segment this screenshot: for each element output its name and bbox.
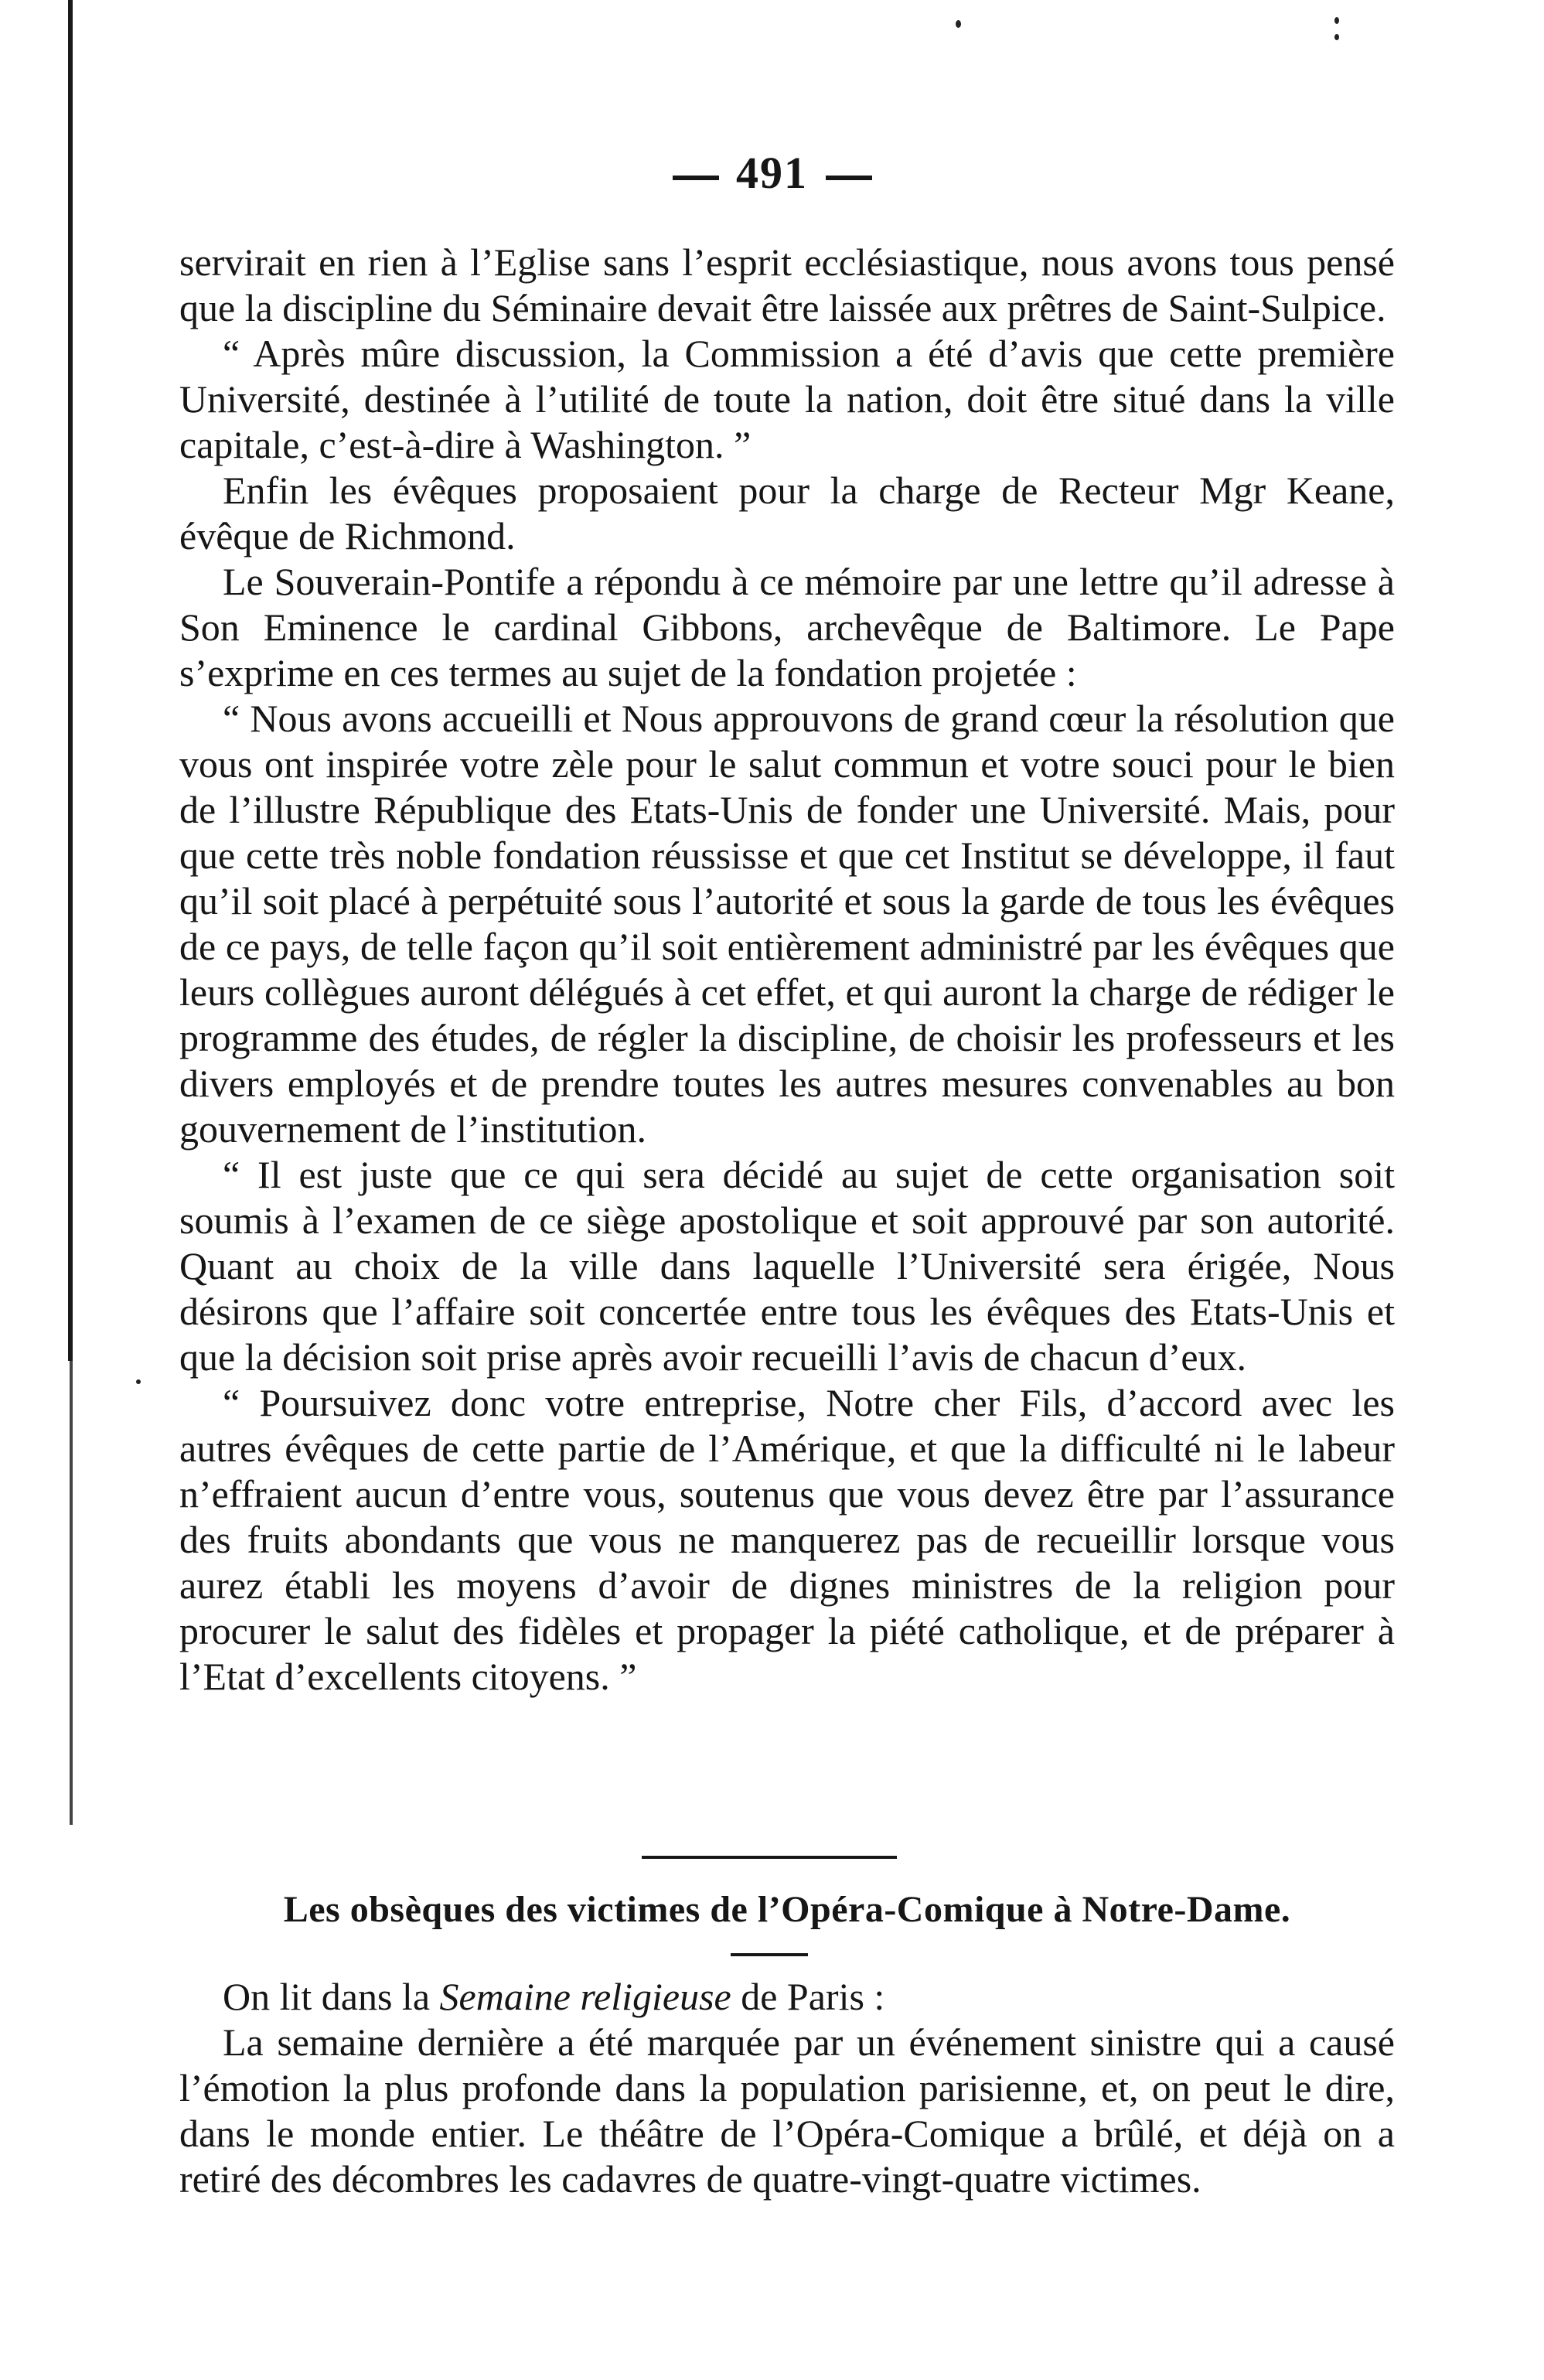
intro-prefix: On lit dans la bbox=[223, 1975, 440, 2018]
paragraph-commission-quote: “ Après mûre discussion, la Commission a été d’avis que cette première Université, destinée à l’utilité de toute la nation, doit être situé dans la ville capitale, c’est-à-dire à Washington. ” bbox=[179, 332, 1395, 466]
section-divider-rule bbox=[642, 1856, 897, 1859]
section-paragraph: La semaine dernière a été marquée par un événement sinistre qui a causé l’émotion la plus profonde dans la population parisienne, et, on peut le dire, dans le monde entier. Le théâtre de l’Opéra-Comique a brûlé, et déjà on a retiré des décombres les cadavres de quatre-vingt-quatre victimes. bbox=[179, 2020, 1395, 2201]
paragraph-rector: Enfin les évêques proposaient pour la charge de Recteur Mgr Keane, évêque de Richmond. bbox=[179, 469, 1395, 557]
ornament-dash-right bbox=[826, 176, 872, 180]
section-intro bbox=[179, 1974, 1395, 2020]
page-number-header bbox=[0, 147, 1544, 199]
paragraph-letter-part1: “ Nous avons accueilli et Nous approuvons de grand cœur la résolution que vous ont inspirée votre zèle pour le salut commun et votre souci pour le bien de l’illustre République des Etats-Unis de fonder une Université. Mais, pour que cette très noble fondation réussisse et que cet Institut se développe, il faut qu’il soit placé à perpétuité sous l’autorité et sous la garde de tous les évêques de ce pays, de telle façon qu’il soit entièrement administré par les évêques que leurs collègues auront délégués à cet effet, et qui auront la charge de rédiger le programme des études, de régler la discipline, de choisir les professeurs et les divers employés et de prendre toutes les autres mesures convenables au bon gouvernement de l’institution. bbox=[179, 697, 1395, 1151]
intro-source: Semaine religieuse bbox=[439, 1975, 731, 2018]
paragraph-continuation: servirait en rien à l’Eglise sans l’esprit ecclésiastique, nous avons tous pensé que la discipline du Séminaire devait être laissée aux prêtres de Saint-Sulpice. bbox=[179, 240, 1395, 329]
main-text-body bbox=[179, 240, 1395, 1700]
print-speck bbox=[1334, 34, 1339, 40]
page-number: 491 bbox=[736, 148, 808, 198]
ornament-dash-left bbox=[673, 176, 719, 180]
heading-underline-rule bbox=[731, 1953, 808, 1956]
paragraph-letter-part3: “ Poursuivez donc votre entreprise, Notre cher Fils, d’accord avec les autres évêques de cette partie de l’Amérique, et que la difficulté ni le labeur n’effraient aucun d’entre vous, soutenus que vous devez être par l’assurance des fruits abondants que vous ne manquerez pas de recueillir lorsque vous aurez établi les moyens d’avoir de dignes ministres de la religion pour procurer le salut des fidèles et propager la piété catholique, et de préparer à l’Etat d’excellents citoyens. ” bbox=[179, 1381, 1395, 1698]
paragraph-pontiff-reply: Le Souverain-Pontife a répondu à ce mémoire par une lettre qu’il adresse à Son Eminence le cardinal Gibbons, archevêque de Baltimore. Le Pape s’exprime en ces termes au sujet de la fondation projetée : bbox=[179, 560, 1395, 694]
section-heading: Les obsèques des victimes de l’Opéra-Comique à Notre-Dame. bbox=[283, 1889, 1291, 1930]
print-speck bbox=[956, 20, 961, 28]
print-speck bbox=[136, 1379, 141, 1384]
page-binding-edge bbox=[68, 0, 73, 1361]
intro-suffix: de Paris : bbox=[731, 1975, 885, 2018]
page-binding-edge-lower bbox=[70, 1361, 73, 1825]
print-speck bbox=[1334, 17, 1339, 24]
paragraph-letter-part2: “ Il est juste que ce qui sera décidé au sujet de cette organisation soit soumis à l’examen de ce siège apostolique et soit approuvé par son autorité. Quant au choix de la ville dans laquelle l’Université sera érigée, Nous désirons que l’affaire soit concertée entre tous les évêques des Etats-Unis et que la décision soit prise après avoir recueilli l’avis de chacun d’eux. bbox=[179, 1153, 1395, 1379]
section-text-body bbox=[179, 1974, 1395, 2202]
